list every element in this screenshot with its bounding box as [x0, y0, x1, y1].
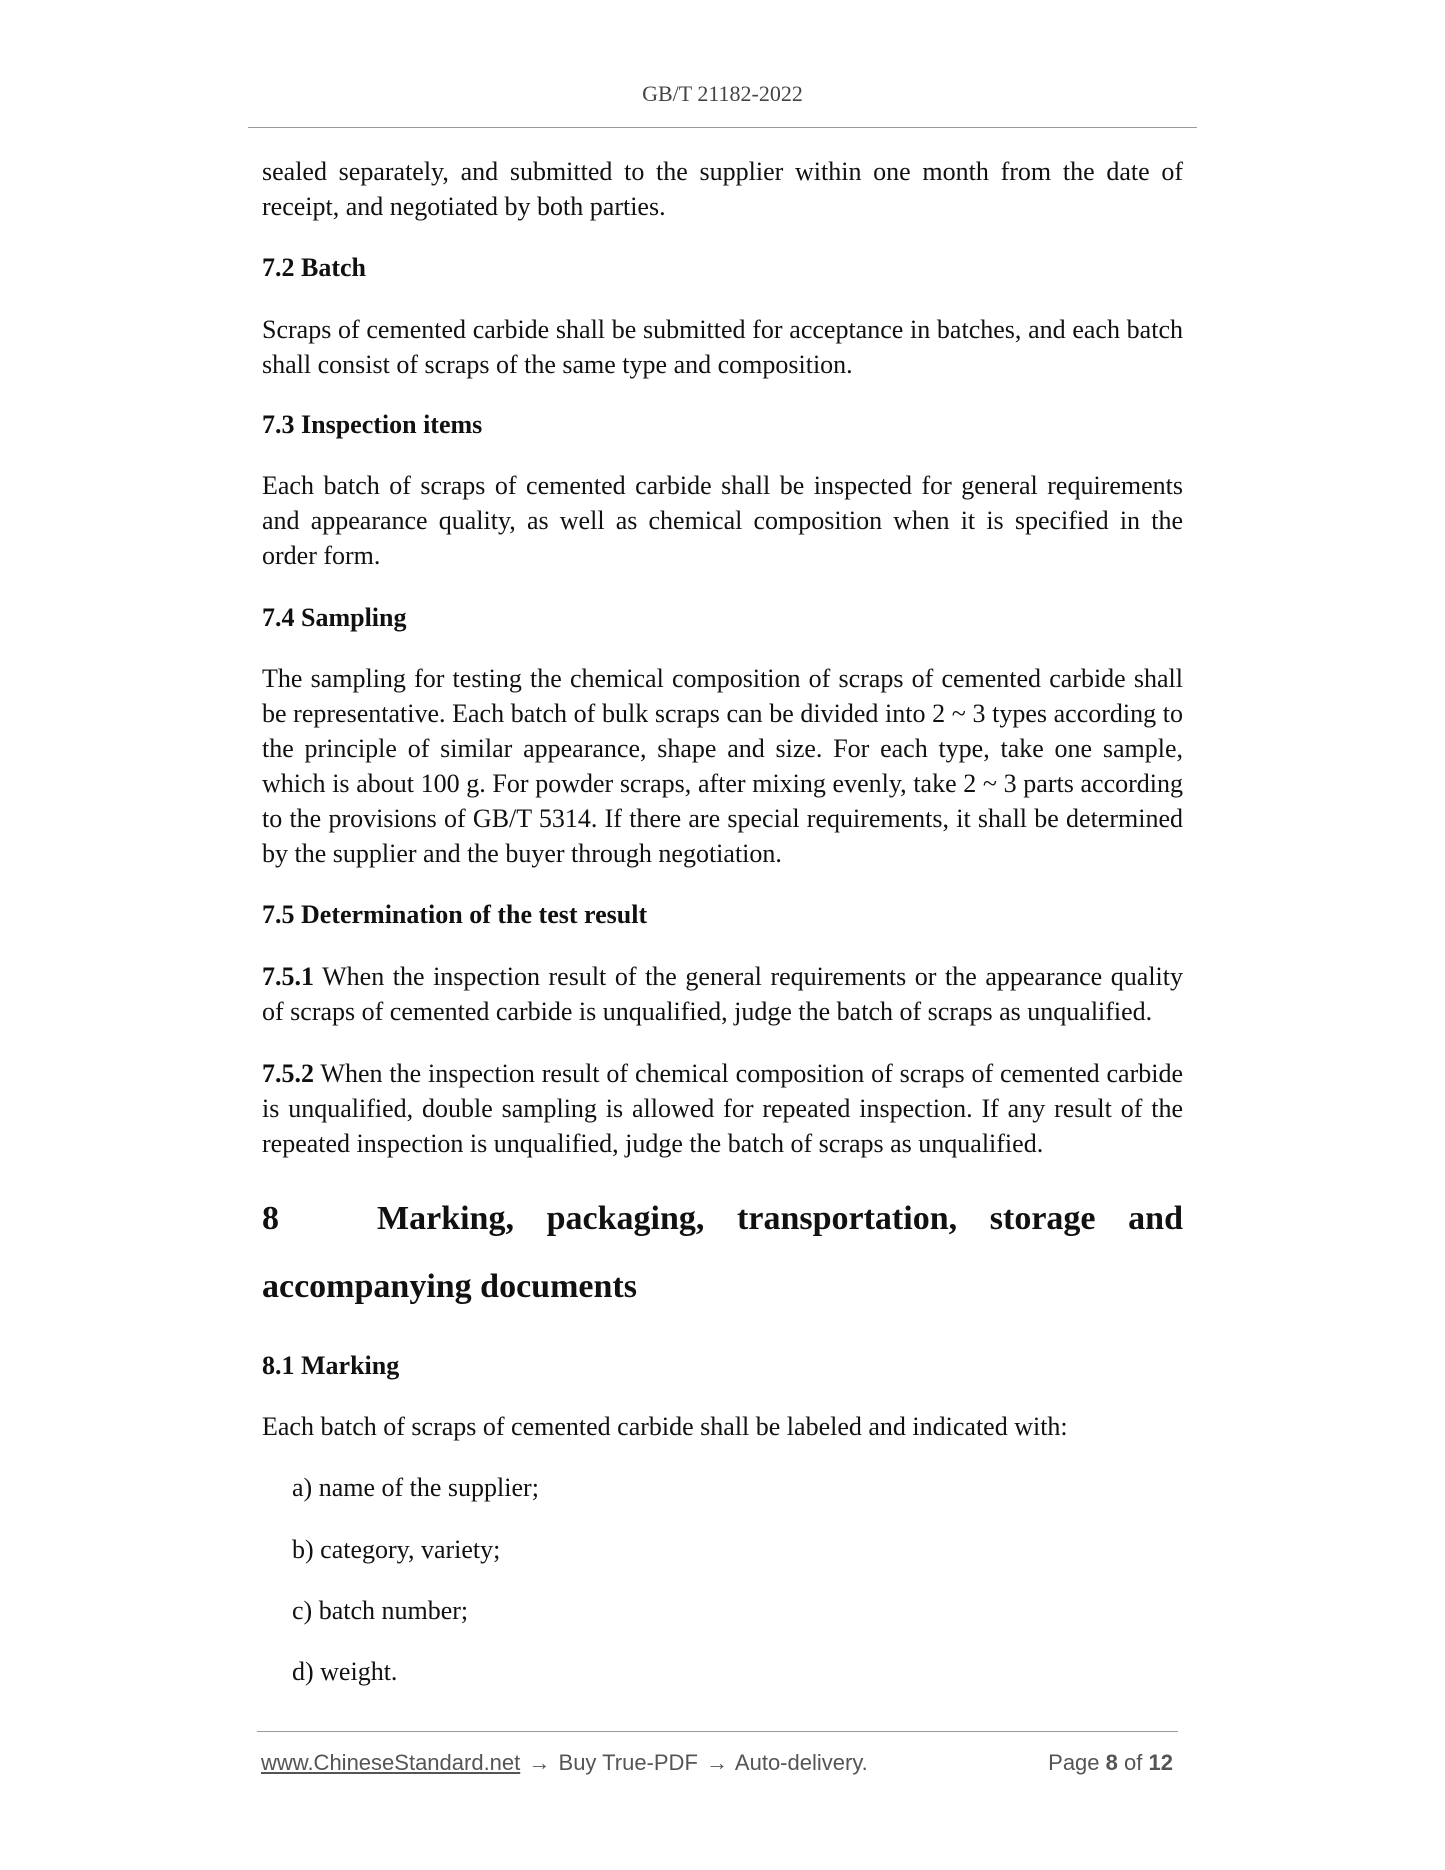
- clause-7-5-2: [262, 1056, 1183, 1161]
- heading-7-4: 7.4 Sampling: [262, 603, 407, 632]
- clause-number: 7.5.2: [262, 1059, 314, 1088]
- page-current: 8: [1105, 1750, 1118, 1775]
- heading-8-1: 8.1 Marking: [262, 1351, 400, 1380]
- clause-text: When the inspection result of the general requirements or the appearance quality of scraps of cemented carbide is unqualified, judge the batch of scraps as unqualified.: [262, 962, 1183, 1026]
- heading-7-2: 7.2 Batch: [262, 253, 366, 282]
- clause-7-5-1: [262, 959, 1183, 1029]
- chapter-title: Marking, packaging, transportation, storage and accompanying documents: [262, 1200, 1184, 1305]
- continuation-paragraph: sealed separately, and submitted to the supplier within one month from the date of receipt, and negotiated by both parties.: [262, 157, 1183, 221]
- page-total: 12: [1148, 1750, 1173, 1775]
- paragraph-7-4: The sampling for testing the chemical composition of scraps of cemented carbide shall be representative. Each batch of bulk scraps can be divided into 2 ~ 3 types according to the principle of similar appearance, shape and size. For each type, take one sample, which is about 100 g. For powder scraps, after mixing evenly, take 2 ~ 3 parts according to the provisions of GB/T 5314. If there are special requirements, it shall be determined by the supplier and the buyer through negotiation.: [262, 664, 1183, 868]
- page-of-label: of: [1124, 1750, 1143, 1775]
- arrow-right-icon: →: [528, 1750, 551, 1775]
- list-item: b) category, variety;: [292, 1535, 501, 1564]
- auto-delivery-text: Auto-delivery.: [734, 1750, 868, 1775]
- clause-number: 7.5.1: [262, 962, 314, 991]
- heading-7-5: 7.5 Determination of the test result: [262, 900, 648, 929]
- paragraph-7-3: Each batch of scraps of cemented carbide shall be inspected for general requirements and appearance quality, as well as chemical composition when it is specified in the order form.: [262, 471, 1183, 570]
- chapter-number: 8: [262, 1200, 279, 1237]
- paragraph-7-2: Scraps of cemented carbide shall be submitted for acceptance in batches, and each batch shall consist of scraps of the same type and composition.: [262, 315, 1183, 379]
- clause-text: When the inspection result of chemical composition of scraps of cemented carbide is unqualified, double sampling is allowed for repeated inspection. If any result of the repeated inspection is unqualified, judge the batch of scraps as unqualified.: [262, 1059, 1184, 1158]
- chapter-8-heading: [262, 1185, 1183, 1321]
- chinesestandard-link[interactable]: www.ChineseStandard.net: [261, 1750, 521, 1775]
- page-footer: [261, 1748, 1176, 1778]
- page-indicator: [1048, 1748, 1173, 1778]
- header-rule: [248, 127, 1197, 128]
- page-label: Page: [1048, 1750, 1100, 1775]
- footer-rule: [257, 1731, 1178, 1732]
- paragraph-8-1-intro: Each batch of scraps of cemented carbide shall be labeled and indicated with:: [262, 1412, 1068, 1441]
- running-header-standard-code: GB/T 21182-2022: [642, 81, 803, 106]
- heading-7-3: 7.3 Inspection items: [262, 410, 483, 439]
- buy-true-pdf-text: Buy True-PDF: [558, 1750, 698, 1775]
- list-item: a) name of the supplier;: [292, 1473, 539, 1502]
- list-item: c) batch number;: [292, 1596, 469, 1625]
- arrow-right-icon: →: [706, 1750, 729, 1775]
- list-item: d) weight.: [292, 1657, 398, 1686]
